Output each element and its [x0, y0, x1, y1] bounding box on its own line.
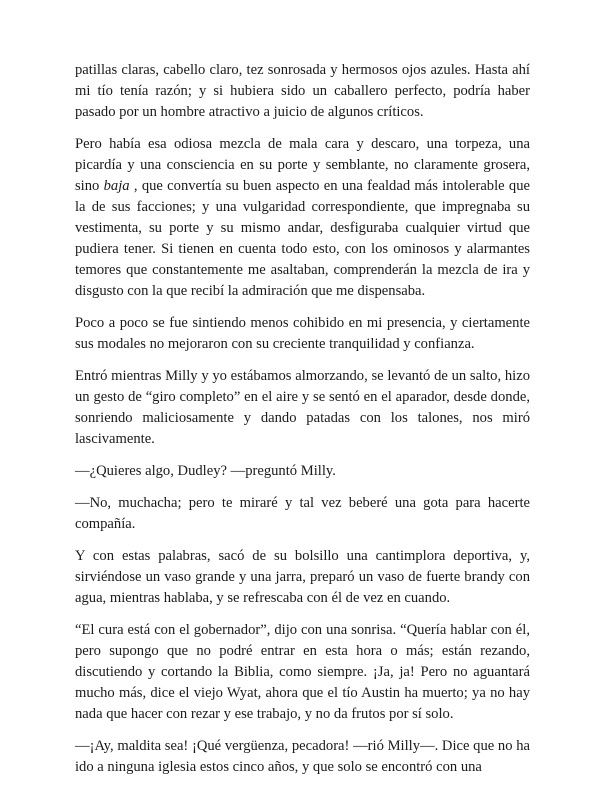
document-page: [75, 60, 530, 789]
paragraph-6: —No, muchacha; pero te miraré y tal vez beberé una gota para hacerte compañía.: [75, 495, 530, 532]
paragraph-2-emphasis: baja: [103, 178, 130, 194]
paragraph-1: patillas claras, cabello claro, tez sonrosada y hermosos ojos azules. Hasta ahí mi tío tenía razón; y si hubiera sido un caballero perfecto, podría haber pasado por un hombre atractivo a juicio de algunos críticos.: [75, 62, 530, 120]
paragraph-2-part-1: Pero había esa odiosa mezcla de mala cara y descaro, una torpeza, una picardía y una consciencia en su porte y semblante, no claramente grosera, sino: [75, 136, 530, 194]
paragraph-3: Poco a poco se fue sintiendo menos cohibido en mi presencia, y ciertamente sus modales no mejoraron con su creciente tranquilidad y confianza.: [75, 315, 530, 352]
paragraph-7: Y con estas palabras, sacó de su bolsillo una cantimplora deportiva, y, sirviéndose un vaso grande y una jarra, preparó un vaso de fuerte brandy con agua, mientras hablaba, y se refrescaba con él de vez en cuando.: [75, 548, 530, 606]
paragraph-5: —¿Quieres algo, Dudley? —preguntó Milly.: [75, 463, 336, 479]
paragraph-9: —¡Ay, maldita sea! ¡Qué vergüenza, pecadora! —rió Milly—. Dice que no ha ido a ninguna iglesia estos cinco años, y que solo se encontró con una: [75, 738, 530, 775]
paragraph-2: [75, 134, 530, 302]
paragraph-8: “El cura está con el gobernador”, dijo con una sonrisa. “Quería hablar con él, pero supongo que no podré entrar en esta hora o más; están rezando, discutiendo y cortando la Biblia, como siempre. ¡Ja, ja! Pero no aguantará mucho más, dice el viejo Wyat, ahora que el tío Austin ha muerto; ya no hay nada que hacer con rezar y ese trabajo, y no da frutos por sí solo.: [75, 622, 530, 722]
paragraph-2-part-2: , que convertía su buen aspecto en una fealdad más intolerable que la de sus facciones; y una vulgaridad correspondiente, que impregnaba su vestimenta, su porte y su mismo andar, desfiguraba cualquier virtud que pudiera tener. Si tienen en cuenta todo esto, con los ominosos y alarmantes temores que constantemente me asaltaban, comprenderán la mezcla de ira y disgusto con la que recibí la admiración que me dispensaba.: [75, 178, 530, 299]
paragraph-4: Entró mientras Milly y yo estábamos almorzando, se levantó de un salto, hizo un gesto de “giro completo” en el aire y se sentó en el aparador, desde donde, sonriendo maliciosamente y dando patadas con los talones, nos miró lascivamente.: [75, 368, 530, 447]
